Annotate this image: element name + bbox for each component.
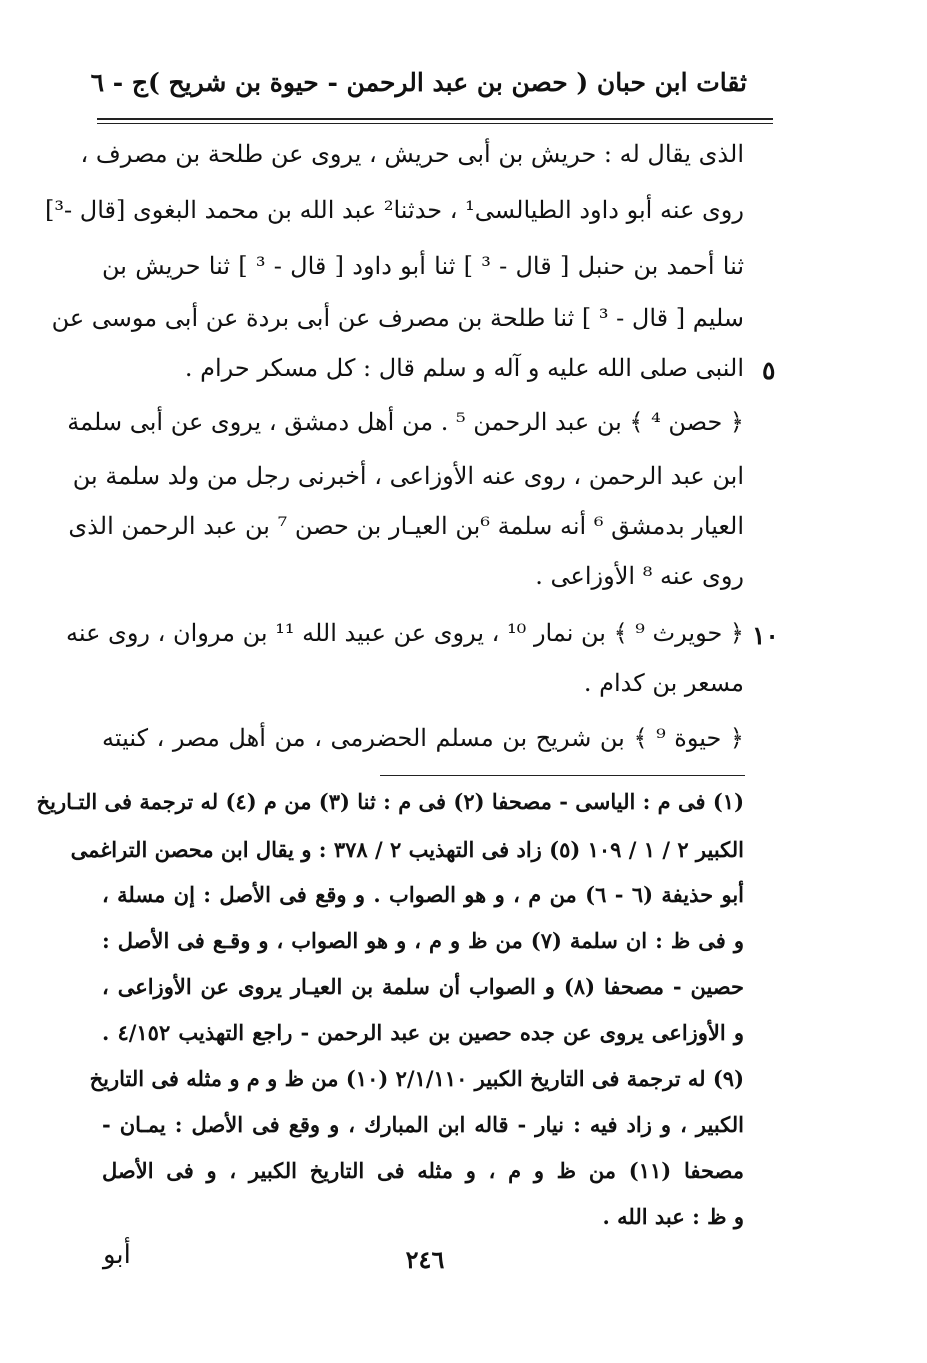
running-title: ثقات ابن حبان ( حصن بن عبد الرحمن - حيوة بن شريح ) xyxy=(147,67,747,97)
body-line-10: ﴿ حويرث ⁹ ﴾ بن نمار ¹⁰ ، يروى عن عبيد الله ¹¹ بن مروان ، روى عنه xyxy=(65,619,744,647)
line-number-10: ١٠ xyxy=(752,621,779,650)
body-line-12: ﴿ حيوة ⁹ ﴾ بن شريح بن مسلم الحضرمى ، من أهل مصر ، كنيته xyxy=(102,724,744,752)
footnote-line-8: الكبير ، و زاد فيه : نيار - قاله ابن المبارك ، و وقع فى الأصل : يمـان - xyxy=(102,1112,744,1137)
body-line-11: مسعر بن كدام . xyxy=(583,669,744,697)
volume-label: ج - ٦ xyxy=(90,67,148,97)
footnote-line-9: مصحفا (١١) من ظ و م ، و مثله فى التاريخ الكبير ، و فى الأصل xyxy=(102,1158,744,1183)
footnote-line-2: الكبير ٢ / ١ / ١٠٩ (٥) زاد فى التهذيب ٢ / ٣٧٨ : و يقال ابن محصن التراغمى xyxy=(70,837,744,862)
body-line-7: ابن عبد الرحمن ، روى عنه الأوزاعى ، أخبرنى رجل من ولد سلمة بن xyxy=(72,462,744,490)
body-line-1: الذى يقال له : حريش بن أبى حريش ، يروى عن طلحة بن مصرف ، xyxy=(80,140,744,168)
running-header xyxy=(90,58,747,106)
body-line-4: سليم [ قال - ³ ] ثنا طلحة بن مصرف عن أبى بردة عن أبى موسى عن xyxy=(51,304,744,332)
footnote-line-5: حصين - مصحفا (٨) و الصواب أن سلمة بن العيـار يروى عن الأوزاعى ، xyxy=(102,974,744,999)
catchword: أبو xyxy=(103,1240,131,1270)
footnote-line-1: (١) فى م : الياسى - مصحفا (٢) فى م : ثنا (٣) من م (٤) له ترجمة فى التـاريخ xyxy=(36,789,744,814)
footnote-line-10: و ظ : عبد الله . xyxy=(602,1204,744,1229)
body-line-8: العيار بدمشق ⁶ أنه سلمة ⁶بن العيـار بن حصن ⁷ بن عبد الرحمن الذى xyxy=(68,512,744,540)
footnote-line-3: أبو حذيفة (٦ - ٦) من م ، و هو الصواب . و وقع فى الأصل : إن مسلة ، xyxy=(102,882,745,907)
header-rule-thin xyxy=(97,123,773,124)
header-rule-thick xyxy=(97,118,773,120)
footnote-line-6: و الأوزاعى يروى عن جده حصين بن عبد الرحمن - راجع التهذيب ٤/١٥٢ . xyxy=(102,1020,745,1045)
page-number: ٢٤٦ xyxy=(405,1245,445,1274)
body-line-2: روى عنه أبو داود الطيالسى¹ ، حدثنا² عبد الله بن محمد البغوى [قال -³] xyxy=(45,196,744,224)
footnote-line-7: (٩) له ترجمة فى التاريخ الكبير ٢/١/١١٠ (١٠) من ظ و م و مثله فى التاريخ xyxy=(89,1066,744,1091)
body-line-6: ﴿ حصن ⁴ ﴾ بن عبد الرحمن ⁵ . من أهل دمشق ، يروى عن أبى سلمة xyxy=(67,408,744,436)
body-line-5: النبى صلى الله عليه و آله و سلم قال : كل مسكر حرام . xyxy=(184,354,744,382)
footnote-rule xyxy=(380,775,745,776)
line-number-5: ٥ xyxy=(762,356,776,385)
footnote-line-4: و فى ظ : ان سلمة (٧) من ظ و م ، و هو الصواب ، و وقـع فى الأصل : xyxy=(102,928,744,953)
body-line-9: روى عنه ⁸ الأوزاعى . xyxy=(535,562,744,590)
body-line-3: ثنا أحمد بن حنبل [ قال - ³ ] ثنا أبو داود [ قال - ³ ] ثنا حريش بن xyxy=(102,252,744,280)
